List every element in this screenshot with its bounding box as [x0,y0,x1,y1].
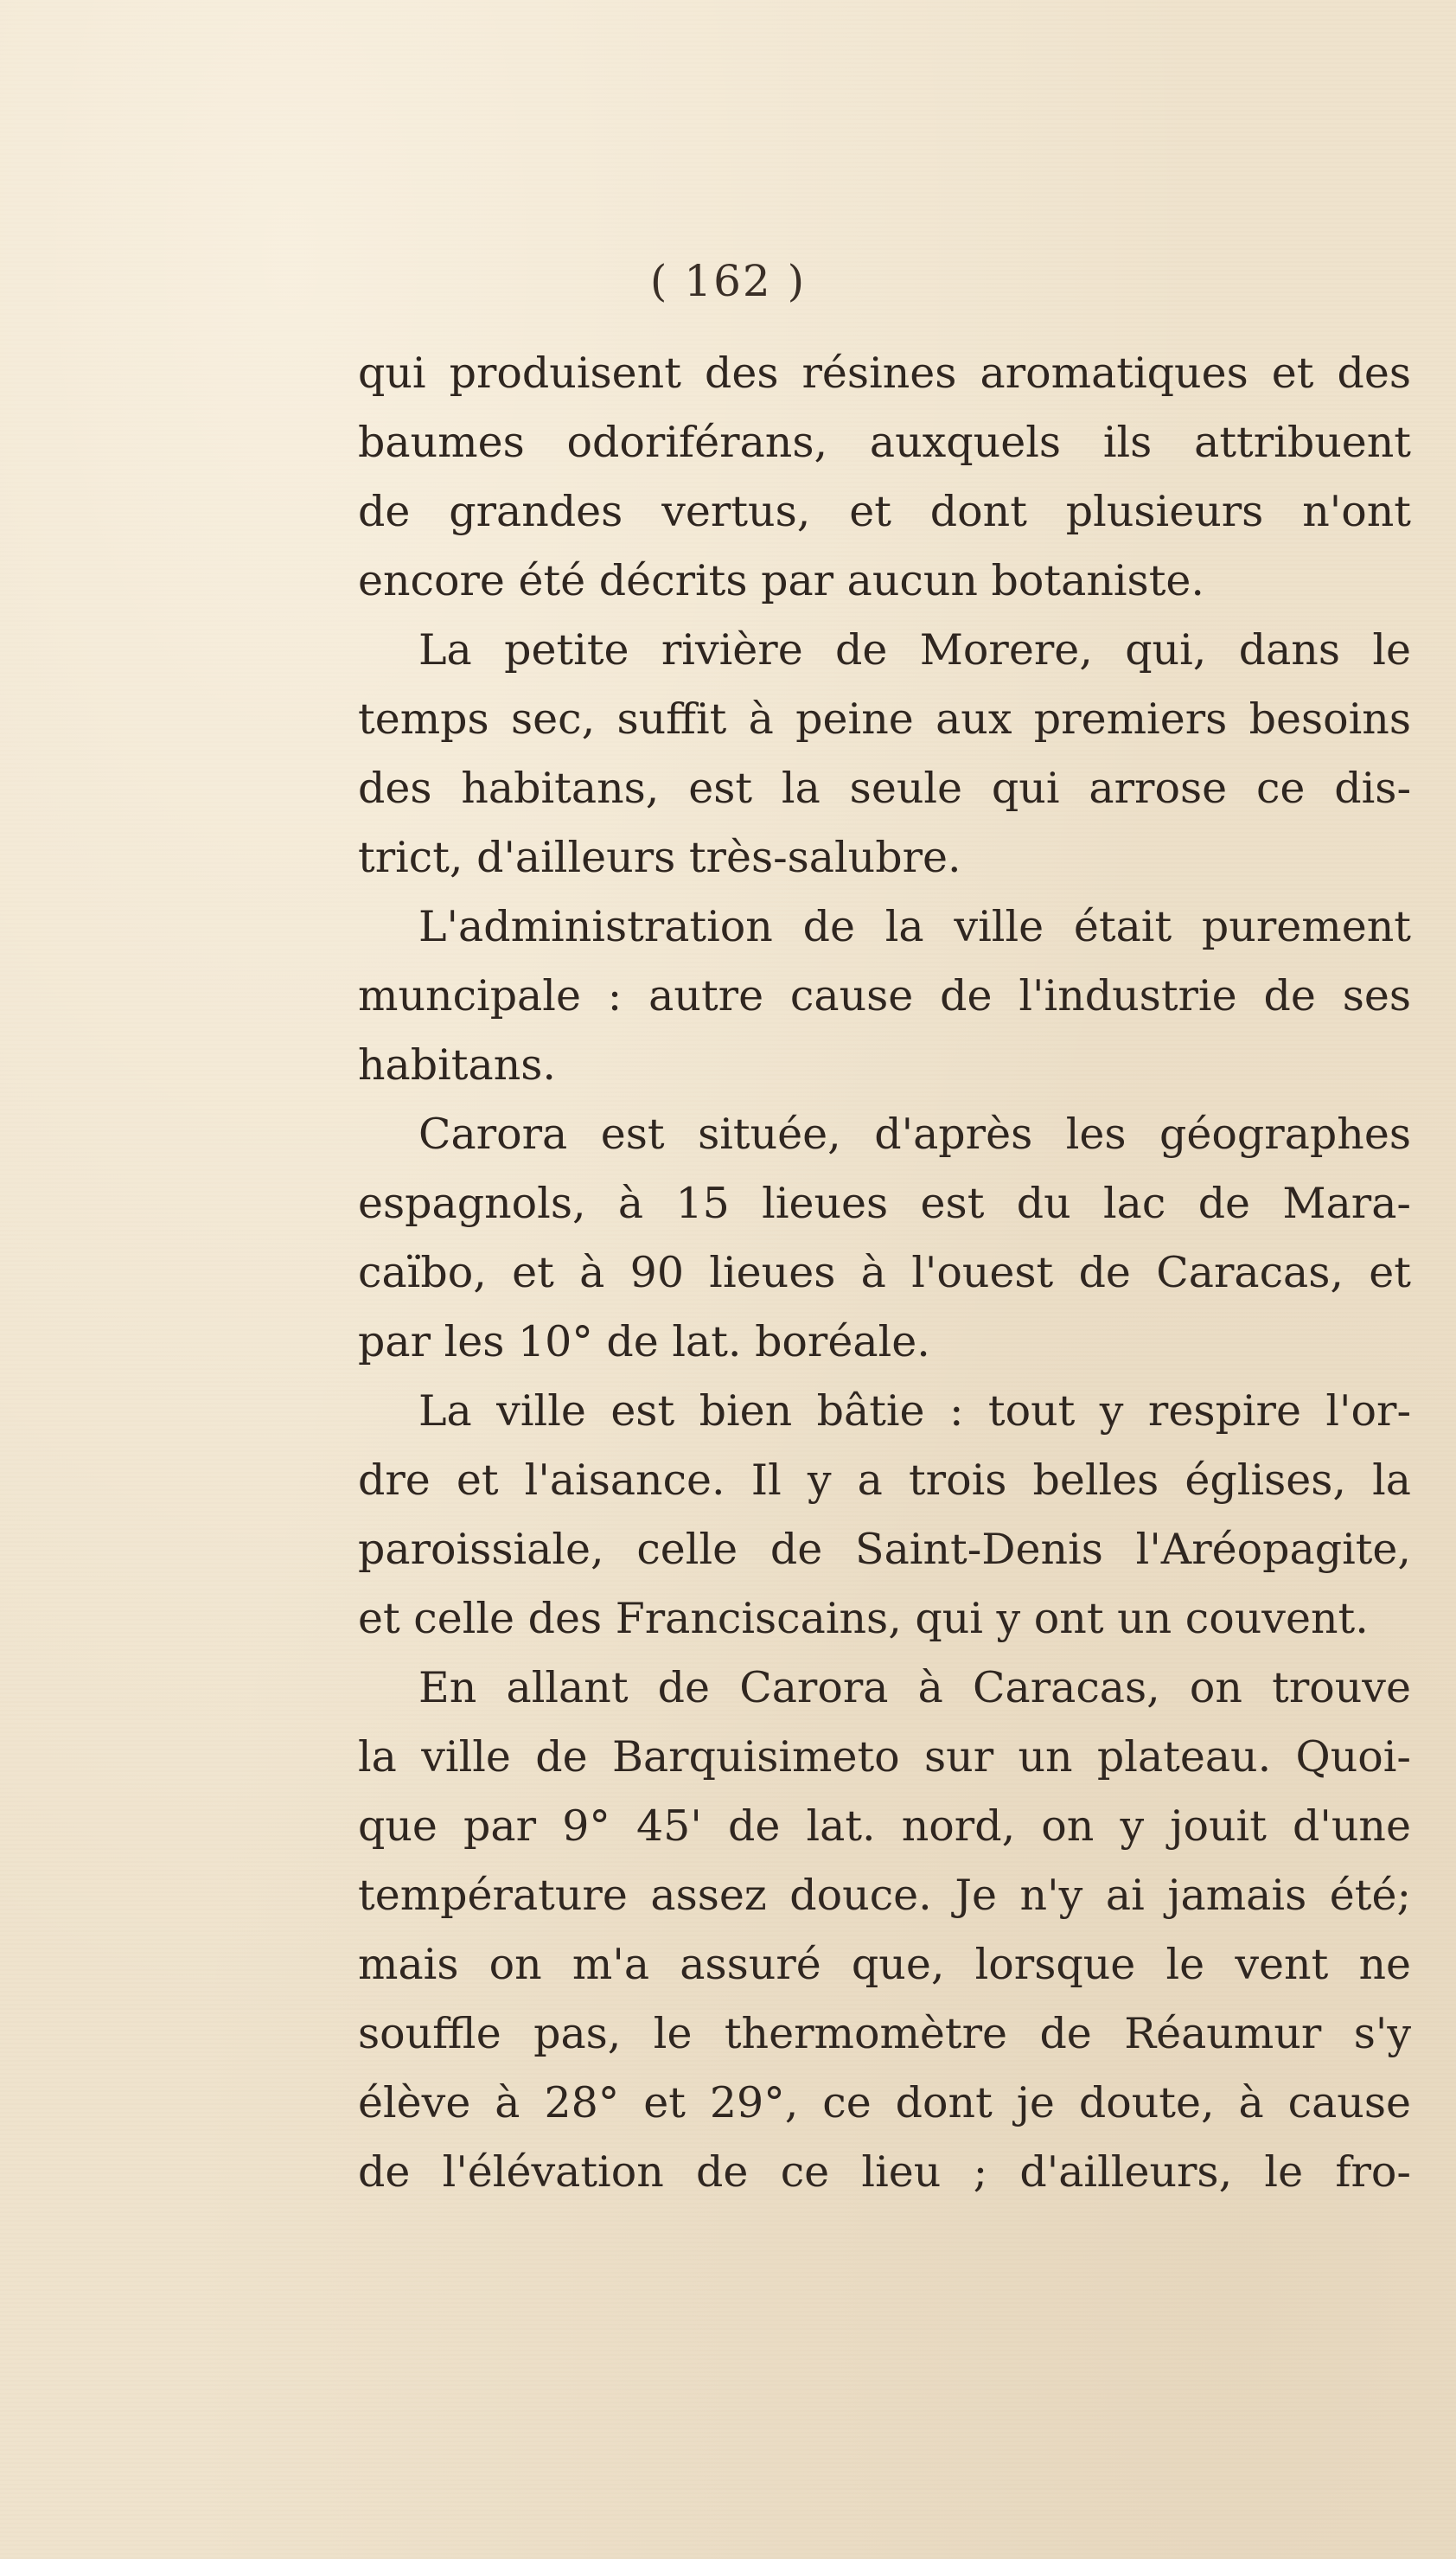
text-line: de l'élévation de ce lieu ; d'ailleurs, le fro- [358,2147,1411,2197]
text-line: habitans. [358,1040,556,1090]
text-line: encore été décrits par aucun botaniste. [358,556,1204,605]
text-line: la ville de Barquisimeto sur un plateau. Quoi- [358,1732,1411,1782]
page-number: ( 162 ) [649,256,807,306]
text-line: trict, d'ailleurs très-salubre. [358,833,961,882]
text-line: baumes odoriférans, auxquels ils attribuent [358,418,1411,467]
text-line: paroissiale, celle de Saint-Denis l'Aréopagite, [358,1525,1411,1574]
text-line: En allant de Carora à Caracas, on trouve [418,1663,1411,1712]
text-line: Carora est située, d'après les géographes [418,1110,1411,1159]
text-line: souffle pas, le thermomètre de Réaumur s'y [358,2009,1411,2058]
text-line: La ville est bien bâtie : tout y respire l'or- [418,1386,1411,1436]
text-line: élève à 28° et 29°, ce dont je doute, à cause [358,2078,1411,2127]
text-line: muncipale : autre cause de l'industrie de ses [358,971,1411,1020]
text-line: de grandes vertus, et dont plusieurs n'ont [358,487,1411,536]
text-line: température assez douce. Je n'y ai jamais été; [358,1871,1411,1920]
text-line: La petite rivière de Morere, qui, dans le [418,625,1411,675]
text-line: des habitans, est la seule qui arrose ce dis- [358,764,1411,813]
text-line: espagnols, à 15 lieues est du lac de Mara- [358,1179,1411,1228]
text-line: L'administration de la ville était purement [418,902,1411,951]
text-line: caïbo, et à 90 lieues à l'ouest de Caracas, et [358,1248,1411,1297]
text-line: que par 9° 45' de lat. nord, on y jouit d'une [358,1801,1411,1851]
text-line: qui produisent des résines aromatiques et des [358,349,1411,398]
text-line: temps sec, suffit à peine aux premiers besoins [358,694,1411,744]
text-line: mais on m'a assuré que, lorsque le vent ne [358,1940,1411,1989]
text-line: et celle des Franciscains, qui y ont un couvent. [358,1594,1369,1643]
body-text [358,339,1411,2207]
text-line: par les 10° de lat. boréale. [358,1317,930,1366]
text-line: dre et l'aisance. Il y a trois belles églises, la [358,1455,1411,1505]
